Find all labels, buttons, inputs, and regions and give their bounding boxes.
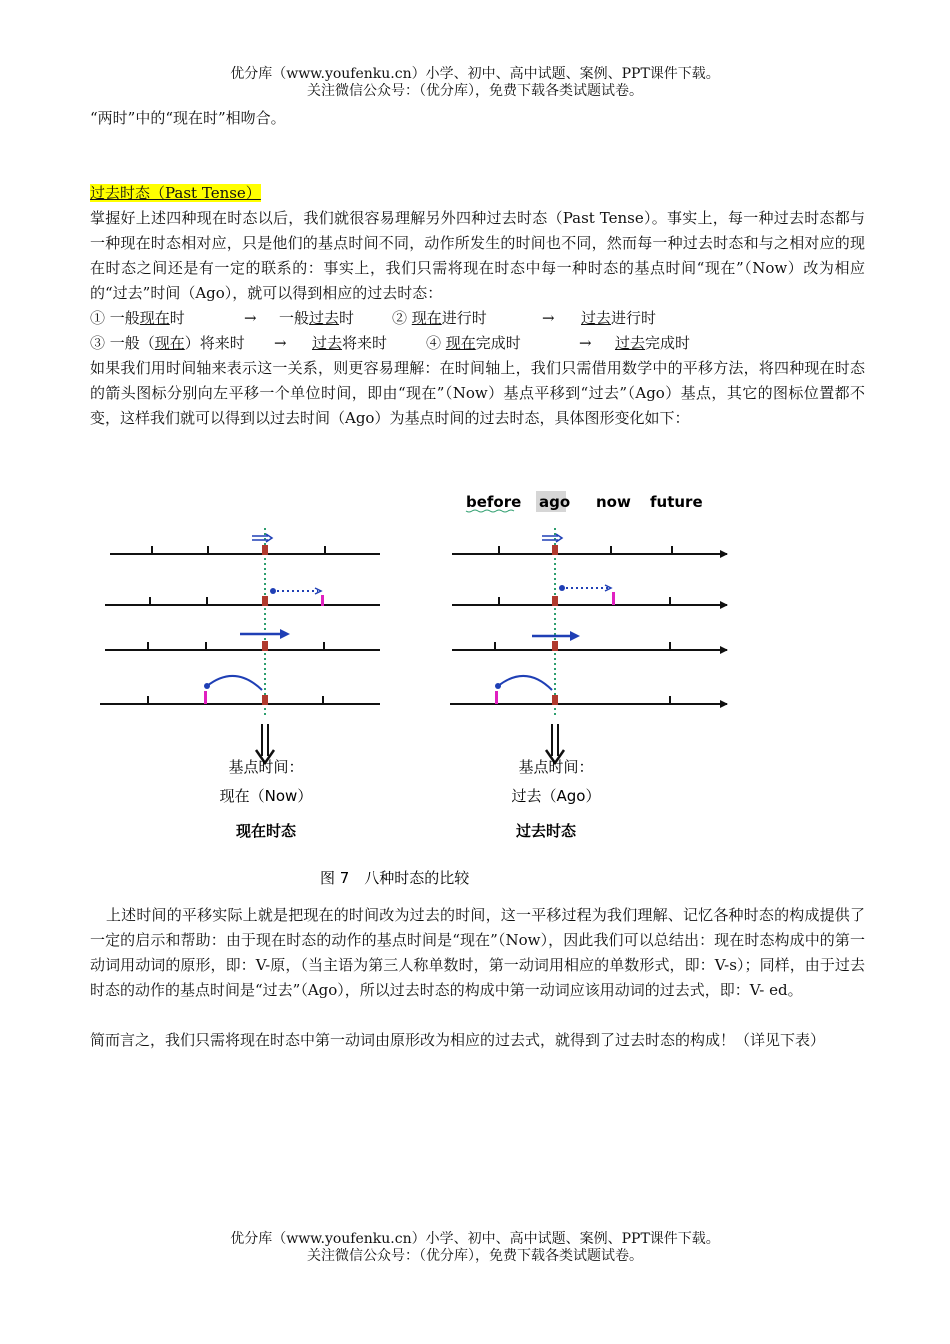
right-base-value: 过去（Ago） [511,787,601,805]
figure-caption: 图 7 八种时态的比较 [320,869,470,887]
text: 完成时 [475,334,521,352]
timeline-diagram [90,472,880,897]
mapping-3-present [90,331,245,356]
base-tick [262,641,268,651]
text: 时 [169,309,185,327]
section-title-wrap [90,181,865,206]
start-dot [270,588,276,594]
arrow-right: → [542,309,555,327]
text-underlined: 过去 [309,309,340,327]
text-underlined: 过去 [615,334,646,352]
axis-arrow [720,601,728,609]
text: 时 [339,309,355,327]
label-before: before [466,493,522,511]
arrow-head [570,631,580,641]
intro-line: “两时”中的“现在时”相吻合。 [90,109,286,127]
base-tick [262,596,268,606]
base-tick [552,641,558,651]
text: 进行时 [441,309,487,327]
right-tense-label: 过去时态 [515,822,577,840]
header-line-2: 关注微信公众号：（优分库），免费下载各类试题试卷。 [307,83,643,99]
text-underlined: 现在 [445,334,476,352]
paragraph-3: 上述时间的平移实际上就是把现在的时间改为过去的时间，这一平移过程为我们理解、记忆各种时态的构成提供了一定的启示和帮助：由于现在时态的动作的基点时间是“现在”（Now），因此我们可以总结出：现在时态构成中的第一动词用动词的原形，即：V-原，（当主语为第三人称单数时，第一动词用相应的单数形式，即：V-s）；同样，由于过去时态的动作的基点时间是“过去”（Ago），所以过去时态的构成中第一动词应该用动词的过去式，即：V- ed。 [90,906,865,999]
base-tick [262,545,268,555]
mapping-4-past [615,331,690,356]
mapping-1-past [279,306,354,331]
future-mark [612,592,615,605]
perfect-arc [207,676,262,690]
left-panel [100,528,380,840]
axis-arrow [720,700,728,708]
paragraph-4: 简而言之，我们只需将现在时态中第一动词由原形改为相应的过去式，就得到了过去时态的构成！（详见下表） [90,1031,826,1049]
tense-comparison-figure [90,472,880,897]
text-underlined: 过去 [581,309,612,327]
text: ）将来时 [184,334,245,352]
paragraph-1: 掌握好上述四种现在时态以后，我们就很容易理解另外四种过去时态（Past Tense）。事实上，每一种过去时态都与一种现在时态相对应，只是他们的基点时间不同，动作所发生的时间也不同，然而每一种过去时态和与之相对应的现在时态之间还是有一定的联系的：事实上，我们只需将现在时态中每一种时态的基点时间“现在”（Now）改为相应的“过去”时间（Ago），就可以得到相应的过去时态： [90,209,865,302]
footer-line-2: 关注微信公众号：（优分库），免费下载各类试题试卷。 [307,1248,643,1264]
text: 一般 [279,309,310,327]
paragraph-2: 如果我们用时间轴来表示这一关系，则更容易理解：在时间轴上，我们只需借用数学中的平移方法，将四种现在时态的箭头图标分别向左平移一个单位时间，即由“现在”（Now）基点平移到“过去”（Ago）基点，其它的图标位置都不变，这样我们就可以得到以过去时间（Ago）为基点时间的过去时态，具体图形变化如下： [90,359,865,427]
arrow-head [280,629,290,639]
start-mark [495,691,498,704]
left-tense-label: 现在时态 [235,822,297,840]
right-base-label: 基点时间： [518,758,594,776]
footer-line-1: 优分库（www.youfenku.cn）小学、初中、高中试题、案例、PPT课件下载。 [230,1231,720,1247]
start-dot [559,585,565,591]
left-base-value: 现在（Now） [219,787,313,805]
axis-arrow [720,550,728,558]
mapping-2-past [581,306,656,331]
text: 将来时 [342,334,388,352]
header-line-1: 优分库（www.youfenku.cn）小学、初中、高中试题、案例、PPT课件下载。 [230,66,720,82]
text: ④ [426,334,446,352]
perfect-arc [498,676,552,690]
text: ③ 一般（ [90,334,155,352]
text-underlined: 现在 [154,334,185,352]
arrow-head [266,534,272,542]
arrow-right: → [244,309,257,327]
mapping-4-present [426,331,521,356]
mapping-2-present [392,306,487,331]
text-underlined: 现在 [411,309,442,327]
axis-arrow [720,646,728,654]
text: 进行时 [611,309,657,327]
page-footer [0,1231,950,1265]
page-header [0,66,950,100]
base-tick [262,695,268,705]
text: ① 一般 [90,309,140,327]
base-tick [552,695,558,705]
base-tick [552,596,558,606]
left-base-label: 基点时间： [228,758,304,776]
label-now: now [596,493,631,511]
label-future: future [650,493,703,511]
future-mark [321,595,324,606]
text: 完成时 [645,334,691,352]
arrow-head [556,534,562,542]
arrow-right: → [579,334,592,352]
arrow-right: → [274,334,287,352]
mapping-1-present [90,306,185,331]
text: ② [392,309,412,327]
start-mark [204,691,207,704]
mapping-3-past [312,331,387,356]
base-tick [552,545,558,555]
text-underlined: 过去 [312,334,343,352]
text-underlined: 现在 [139,309,170,327]
right-panel [450,528,728,840]
section-title: 过去时态（Past Tense） [90,184,261,202]
label-ago: ago [539,493,571,511]
